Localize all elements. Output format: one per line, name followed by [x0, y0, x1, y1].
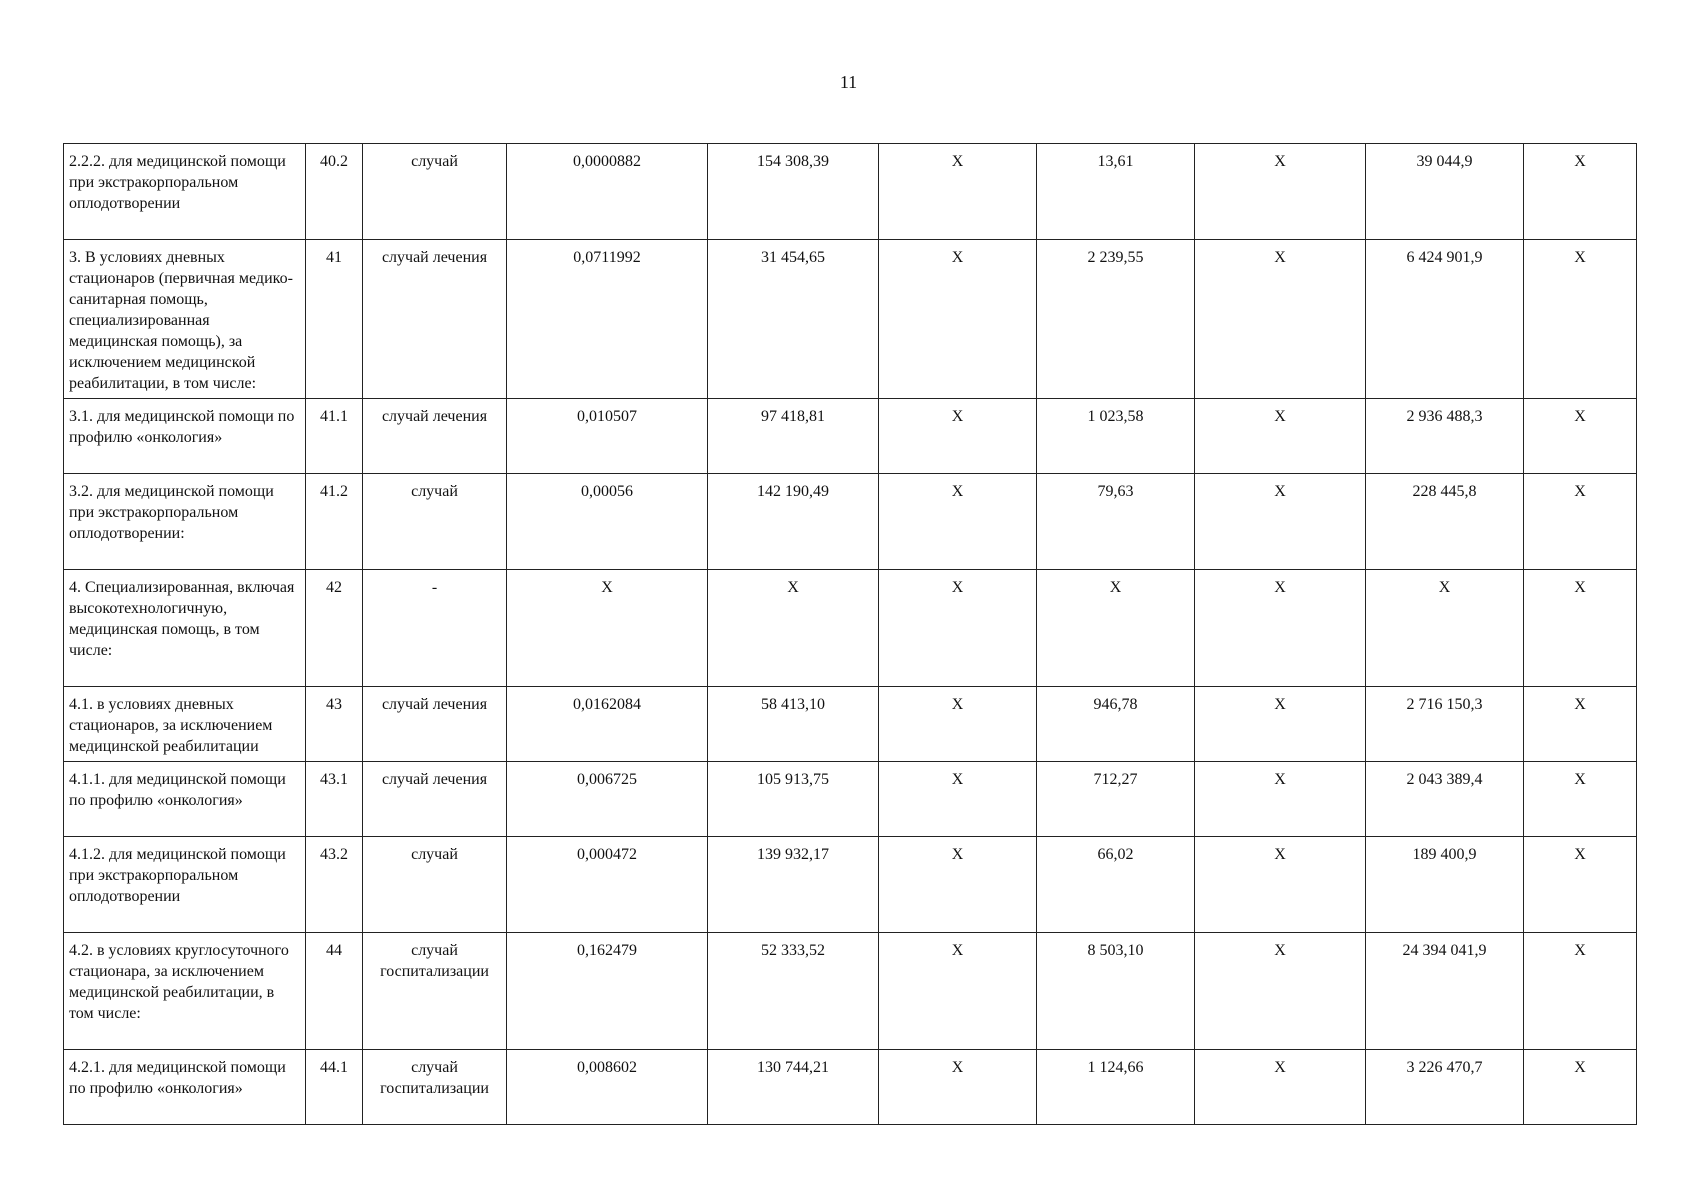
row-col7-cell: Х: [1037, 570, 1195, 687]
row-cost-cell: 52 333,52: [708, 933, 879, 1050]
table-row: [64, 399, 1637, 474]
row-cost-cell: 130 744,21: [708, 1050, 879, 1125]
row-col7-cell: 946,78: [1037, 687, 1195, 762]
table-row: [64, 474, 1637, 570]
row-col6-cell: Х: [879, 570, 1037, 687]
row-unit-cell: случай: [363, 474, 507, 570]
row-code-cell: 41: [306, 240, 363, 399]
row-cost-cell: 139 932,17: [708, 837, 879, 933]
row-col10-cell: Х: [1524, 933, 1637, 1050]
row-name-cell: 3.1. для медицинской помощи по профилю «онкология»: [64, 399, 306, 474]
table-row: [64, 933, 1637, 1050]
row-unit-cell: случай: [363, 837, 507, 933]
table-row: [64, 240, 1637, 399]
row-cost-cell: Х: [708, 570, 879, 687]
row-col6-cell: Х: [879, 474, 1037, 570]
row-col7-cell: 66,02: [1037, 837, 1195, 933]
row-col10-cell: Х: [1524, 687, 1637, 762]
table-row: [64, 1050, 1637, 1125]
row-volume-cell: 0,000472: [507, 837, 708, 933]
row-col10-cell: Х: [1524, 762, 1637, 837]
row-volume-cell: 0,0711992: [507, 240, 708, 399]
row-col9-cell: 39 044,9: [1366, 144, 1524, 240]
row-code-cell: 44.1: [306, 1050, 363, 1125]
row-name-cell: 3.2. для медицинской помощи при экстракорпоральном оплодотворении:: [64, 474, 306, 570]
row-cost-cell: 142 190,49: [708, 474, 879, 570]
row-col9-cell: 2 043 389,4: [1366, 762, 1524, 837]
row-col7-cell: 1 023,58: [1037, 399, 1195, 474]
row-unit-cell: случай лечения: [363, 240, 507, 399]
table-row: [64, 144, 1637, 240]
table-body: [64, 144, 1637, 1125]
row-col7-cell: 712,27: [1037, 762, 1195, 837]
table-row: [64, 687, 1637, 762]
row-volume-cell: 0,00056: [507, 474, 708, 570]
row-code-cell: 44: [306, 933, 363, 1050]
row-col10-cell: Х: [1524, 837, 1637, 933]
row-name-cell: 2.2.2. для медицинской помощи при экстракорпоральном оплодотворении: [64, 144, 306, 240]
row-col9-cell: 24 394 041,9: [1366, 933, 1524, 1050]
row-unit-cell: случай лечения: [363, 762, 507, 837]
table-row: [64, 837, 1637, 933]
row-col8-cell: Х: [1195, 144, 1366, 240]
page-number: 11: [839, 72, 858, 92]
row-code-cell: 41.2: [306, 474, 363, 570]
row-col8-cell: Х: [1195, 837, 1366, 933]
row-cost-cell: 154 308,39: [708, 144, 879, 240]
row-unit-cell: -: [363, 570, 507, 687]
row-volume-cell: 0,162479: [507, 933, 708, 1050]
row-col10-cell: Х: [1524, 399, 1637, 474]
row-col9-cell: 2 716 150,3: [1366, 687, 1524, 762]
row-col7-cell: 1 124,66: [1037, 1050, 1195, 1125]
row-volume-cell: 0,006725: [507, 762, 708, 837]
row-col6-cell: Х: [879, 837, 1037, 933]
row-col8-cell: Х: [1195, 474, 1366, 570]
row-volume-cell: Х: [507, 570, 708, 687]
row-code-cell: 40.2: [306, 144, 363, 240]
row-cost-cell: 97 418,81: [708, 399, 879, 474]
row-code-cell: 43: [306, 687, 363, 762]
row-code-cell: 42: [306, 570, 363, 687]
row-unit-cell: случай: [363, 144, 507, 240]
row-col9-cell: 228 445,8: [1366, 474, 1524, 570]
row-col9-cell: 2 936 488,3: [1366, 399, 1524, 474]
row-col10-cell: Х: [1524, 240, 1637, 399]
row-cost-cell: 58 413,10: [708, 687, 879, 762]
row-col8-cell: Х: [1195, 933, 1366, 1050]
row-col6-cell: Х: [879, 933, 1037, 1050]
row-col10-cell: Х: [1524, 144, 1637, 240]
row-col8-cell: Х: [1195, 687, 1366, 762]
row-col10-cell: Х: [1524, 1050, 1637, 1125]
row-unit-cell: случай госпитализации: [363, 933, 507, 1050]
row-volume-cell: 0,010507: [507, 399, 708, 474]
row-name-cell: 4.1.2. для медицинской помощи при экстракорпоральном оплодотворении: [64, 837, 306, 933]
row-volume-cell: 0,008602: [507, 1050, 708, 1125]
row-col6-cell: Х: [879, 1050, 1037, 1125]
row-col10-cell: Х: [1524, 570, 1637, 687]
row-name-cell: 4.2. в условиях круглосуточного стационара, за исключением медицинской реабилитации, в том числе:: [64, 933, 306, 1050]
row-unit-cell: случай госпитализации: [363, 1050, 507, 1125]
row-col8-cell: Х: [1195, 240, 1366, 399]
row-name-cell: 4.1.1. для медицинской помощи по профилю «онкология»: [64, 762, 306, 837]
row-col9-cell: 189 400,9: [1366, 837, 1524, 933]
row-col9-cell: Х: [1366, 570, 1524, 687]
row-cost-cell: 105 913,75: [708, 762, 879, 837]
row-col8-cell: Х: [1195, 1050, 1366, 1125]
table-row: [64, 762, 1637, 837]
row-name-cell: 4. Специализированная, включая высокотехнологичную, медицинская помощь, в том числе:: [64, 570, 306, 687]
row-col7-cell: 8 503,10: [1037, 933, 1195, 1050]
row-cost-cell: 31 454,65: [708, 240, 879, 399]
table-row: [64, 570, 1637, 687]
row-col7-cell: 79,63: [1037, 474, 1195, 570]
row-name-cell: 4.1. в условиях дневных стационаров, за исключением медицинской реабилитации: [64, 687, 306, 762]
row-code-cell: 41.1: [306, 399, 363, 474]
row-name-cell: 4.2.1. для медицинской помощи по профилю «онкология»: [64, 1050, 306, 1125]
row-unit-cell: случай лечения: [363, 399, 507, 474]
row-code-cell: 43.1: [306, 762, 363, 837]
row-col6-cell: Х: [879, 687, 1037, 762]
row-col6-cell: Х: [879, 399, 1037, 474]
row-volume-cell: 0,0162084: [507, 687, 708, 762]
row-col6-cell: Х: [879, 240, 1037, 399]
row-col7-cell: 2 239,55: [1037, 240, 1195, 399]
norms-table: [63, 143, 1637, 1125]
row-code-cell: 43.2: [306, 837, 363, 933]
row-col10-cell: Х: [1524, 474, 1637, 570]
row-col6-cell: Х: [879, 762, 1037, 837]
row-col6-cell: Х: [879, 144, 1037, 240]
row-unit-cell: случай лечения: [363, 687, 507, 762]
row-col8-cell: Х: [1195, 762, 1366, 837]
row-col7-cell: 13,61: [1037, 144, 1195, 240]
row-volume-cell: 0,0000882: [507, 144, 708, 240]
row-col9-cell: 6 424 901,9: [1366, 240, 1524, 399]
row-col8-cell: Х: [1195, 399, 1366, 474]
row-col8-cell: Х: [1195, 570, 1366, 687]
row-name-cell: 3. В условиях дневных стационаров (первичная медико-санитарная помощь, специализированная медицинская помощь), за исключением медицинской реабилитации, в том числе:: [64, 240, 306, 399]
row-col9-cell: 3 226 470,7: [1366, 1050, 1524, 1125]
